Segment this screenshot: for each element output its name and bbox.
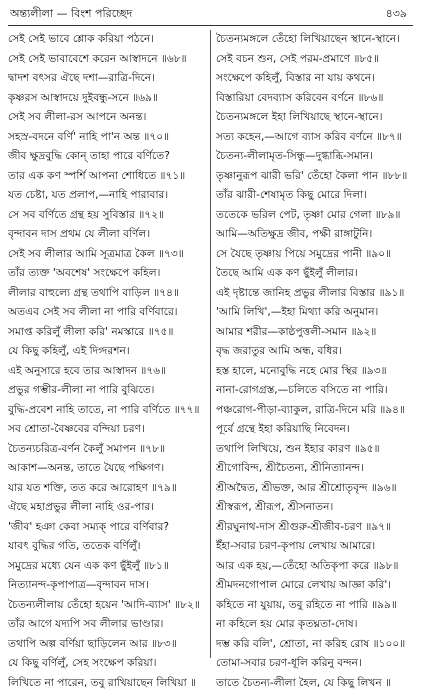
verse-line: সংক্ষেপে কহিলুঁ, বিস্তার না যায় কথনে। (216, 69, 413, 89)
verse-line: ইঁহা-সবার চরণ-কৃপায় লেখায় আমারে। (216, 537, 413, 557)
verse-line: নিত্যানন্দ-কৃপাপাত্র—বৃন্দাবন দাস। (8, 576, 205, 596)
verse-line: সেই সব লীলা-রস আপনে অনন্ত। (8, 108, 205, 128)
verse-line: তাঁর ত্যক্ত 'অবশেষ' সংক্ষেপে কহিল। (8, 264, 205, 284)
verse-line: চৈতন্যমঙ্গলে তেঁহো লিখিয়াছেন স্থানে-স্থানে। (216, 30, 413, 50)
verse-line: ততেকে ভরিল পেট, তৃষ্ণা মোর গেলা ॥৮৯॥ (216, 206, 413, 226)
page-number: ৪৩৯ (386, 6, 407, 22)
verse-line: সত্য কহেন,—আগে ব্যাস করিব বর্ণনে ॥৮৭॥ (216, 128, 413, 148)
verse-line: প্রভুর গম্ভীর-লীলা না পারি বুঝিতে। (8, 381, 205, 401)
left-column (8, 30, 205, 693)
verse-line: পূর্বে গ্রন্থে ইহা করিয়াছি নিবেদন। (216, 420, 413, 440)
verse-line: তথাপি অল্প বর্ণিয়া ছাড়িলেন আর ॥৮৩॥ (8, 635, 205, 655)
verse-line: লীলার বাহুল্যে গ্রন্থ তথাপি বাড়িল ॥৭৪॥ (8, 284, 205, 304)
verse-line: তৃষ্ণানুরূপ ঝারী ভরি' তেঁহো কৈলা পান ॥৮৮॥ (216, 167, 413, 187)
verse-line: সেই সব লীলার আমি সূত্রমাত্র কৈল ॥৭৩॥ (8, 245, 205, 265)
verse-line: শ্রীস্বরূপ, শ্রীরূপ, শ্রীসনাতন। (216, 498, 413, 518)
verse-line: বুদ্ধি-প্রবেশ নাহি তাতে, না পারি বর্ণিতে ॥৭৭॥ (8, 401, 205, 421)
verse-line: লিখিতে না পারেন, তবু রাখিয়াছেন লিখিয়া ॥ (8, 674, 205, 693)
column-divider (210, 30, 211, 658)
verse-line: চৈতন্যমঙ্গলে ইহা লিখিয়াছে স্থানে-স্থানে। (216, 108, 413, 128)
verse-line: তথাপি লিখিয়ে, শুন ইহার কারণ ॥৯৫॥ (216, 440, 413, 460)
verse-line: বৃন্দাবন দাস প্রথম যে লীলা বর্ণিল। (8, 225, 205, 245)
verse-line: সে যৈছে তৃষ্ণায় পিয়ে সমুদ্রের পানী ॥৯০॥ (216, 245, 413, 265)
verse-line: যত চেষ্টা, যত প্রলাপ,—নাহি পারাবার। (8, 186, 205, 206)
verse-line: ঐছে মহাপ্রভুর লীলা নাহি ওর-পার। (8, 498, 205, 518)
verse-line: 'আমি লিখি',—ইহা মিথ্যা করি অনুমান। (216, 303, 413, 323)
verse-line: আমার শরীর—কাষ্ঠপুত্তলী-সমান ॥৯২॥ (216, 323, 413, 343)
verse-line: নানা-রোগগ্রস্ত,—চলিতে বসিতে না পারি। (216, 381, 413, 401)
verse-line: সহস্র-বদনে বর্ণি' নাহি পা'ন অন্ত ॥৭০॥ (8, 128, 205, 148)
verse-line: সে সব বর্ণিতে গ্রন্থ হয় সুবিস্তার ॥৭২॥ (8, 206, 205, 226)
verse-line: কৃষ্ণরস আস্বাদয়ে দুইবন্ধু-সনে ॥৬৯॥ (8, 89, 205, 109)
verse-line: আর এক হয়,—তেঁহো অতিকৃপা করে ॥৯৮॥ (216, 557, 413, 577)
verse-line: যে কিছু কহিলুঁ, এই দিগ্দরশন। (8, 342, 205, 362)
text-columns (8, 30, 413, 658)
verse-line: আমি—অতিক্ষুদ্র জীব, পক্ষী রাঙ্গাটুনি। (216, 225, 413, 245)
verse-line: শ্রীঅদ্বৈত, শ্রীভক্ত, আর শ্রীশ্রোতৃবৃন্দ ॥৯৬॥ (216, 479, 413, 499)
header-rule (8, 25, 413, 26)
verse-line: সেই সেই ভাবাবেশে করেন আস্বাদনে ॥৬৮॥ (8, 50, 205, 70)
verse-line: এই অনুসারে হবে তার আস্বাদন ॥৭৬॥ (8, 362, 205, 382)
verse-line: শ্রীরঘুনাথ-দাস শ্রীগুরু-শ্রীজীব-চরণ ॥৯৭॥ (216, 518, 413, 538)
verse-line: বিস্তারিয়া বেদব্যাস করিবেন বর্ণনে ॥৮৬॥ (216, 89, 413, 109)
verse-line: চৈতন্য-লীলামৃত-সিন্ধু—দুগ্ধাব্ধি-সমান। (216, 147, 413, 167)
verse-line: হস্ত হালে, মনোবুদ্ধি নহে মোর স্থির ॥৯৩॥ (216, 362, 413, 382)
verse-line: বৃদ্ধ জরাতুর আমি অন্ধ, বধির। (216, 342, 413, 362)
verse-line: জীব ক্ষুদ্রবুদ্ধি কোন্ তাহা পারে বর্ণিতে? (8, 147, 205, 167)
verse-line: দ্বাদশ বৎসর ঐছে দশা—রাত্রি-দিনে। (8, 69, 205, 89)
verse-line: তাঁর আগে যদ্যপি সব লীলার ভাণ্ডার। (8, 615, 205, 635)
verse-line: তোমা-সবার চরণ-ধূলি করিনু বন্দন। (216, 654, 413, 674)
verse-line: অতএব সেই সব লীলা না পারি বর্ণিবারে। (8, 303, 205, 323)
page-header (8, 6, 413, 22)
verse-line: তার এক কণ স্পর্শি আপনা শোধিতে ॥৭১॥ (8, 167, 205, 187)
verse-line: 'জীব' হঞা কেবা সম্যক্ পারে বর্ণিবার? (8, 518, 205, 538)
right-column (216, 30, 413, 693)
verse-line: তাতে চৈতন্য-লীলা হৈল, যে কিছু লিখন ॥ (216, 674, 413, 693)
verse-line: যাবৎ বুদ্ধির গতি, ততেক বর্ণিলুঁ। (8, 537, 205, 557)
verse-line: সমাপ্ত করিলুঁ লীলা করি' নমস্কারে ॥৭৫॥ (8, 323, 205, 343)
running-title: অন্ত্যলীলা — বিংশ পরিচ্ছেদ (10, 6, 132, 22)
verse-line: চৈতন্যচরিত্র-বর্ণন কৈলুঁ সমাপন ॥৭৮॥ (8, 440, 205, 460)
verse-line: কহিতে না যুয়ায়, তবু রহিতে না পারি ॥৯৯॥ (216, 596, 413, 616)
verse-line: তাঁর ঝারী-শেষামৃত কিছু মোরে দিলা। (216, 186, 413, 206)
verse-line: সেই সেই ভাবে শ্লোক করিয়া পঠনে। (8, 30, 205, 50)
verse-line: পঞ্চরোগ-পীড়া-ব্যাকুল, রাত্রি-দিনে মরি ॥৯৪॥ (216, 401, 413, 421)
verse-line: সব শ্রোতা-বৈষ্ণবের বন্দিয়া চরণ। (8, 420, 205, 440)
verse-line: চৈতন্যলীলায় তেঁহো হয়েন 'আদি-ব্যাস' ॥৮২॥ (8, 596, 205, 616)
verse-line: সেই বচন শুন, সেই পরম-প্রমাণে ॥৮৫॥ (216, 50, 413, 70)
verse-line: যে কিছু বর্ণিলুঁ, সেহ সংক্ষেপ করিয়া। (8, 654, 205, 674)
verse-line: যার যত শক্তি, তত করে আরোহণ ॥৭৯॥ (8, 479, 205, 499)
verse-line: দম্ভ করি বলি', শ্রোতা, না করিহ রোষ ॥১০০॥ (216, 635, 413, 655)
verse-line: এই দৃষ্টান্তে জানিহ প্রভুর লীলার বিস্তার ॥৯১॥ (216, 284, 413, 304)
verse-line: না কহিলে হয় মোর কৃতঘ্নতা-দোষ। (216, 615, 413, 635)
verse-line: সমুদ্রের মধ্যে যেন এক কণ ছুঁইলুঁ ॥৮১॥ (8, 557, 205, 577)
verse-line: তৈছে আমি এক কণ ছুঁইলুঁ লীলার। (216, 264, 413, 284)
verse-line: শ্রীগোবিন্দ, শ্রীচৈতন্য, শ্রীনিত্যানন্দ। (216, 459, 413, 479)
verse-line: আকাশ—অনন্ত, তাতে যৈছে পক্ষিগণ। (8, 459, 205, 479)
verse-line: শ্রীমদনগোপাল মোরে লেখায় আজ্ঞা করি'। (216, 576, 413, 596)
